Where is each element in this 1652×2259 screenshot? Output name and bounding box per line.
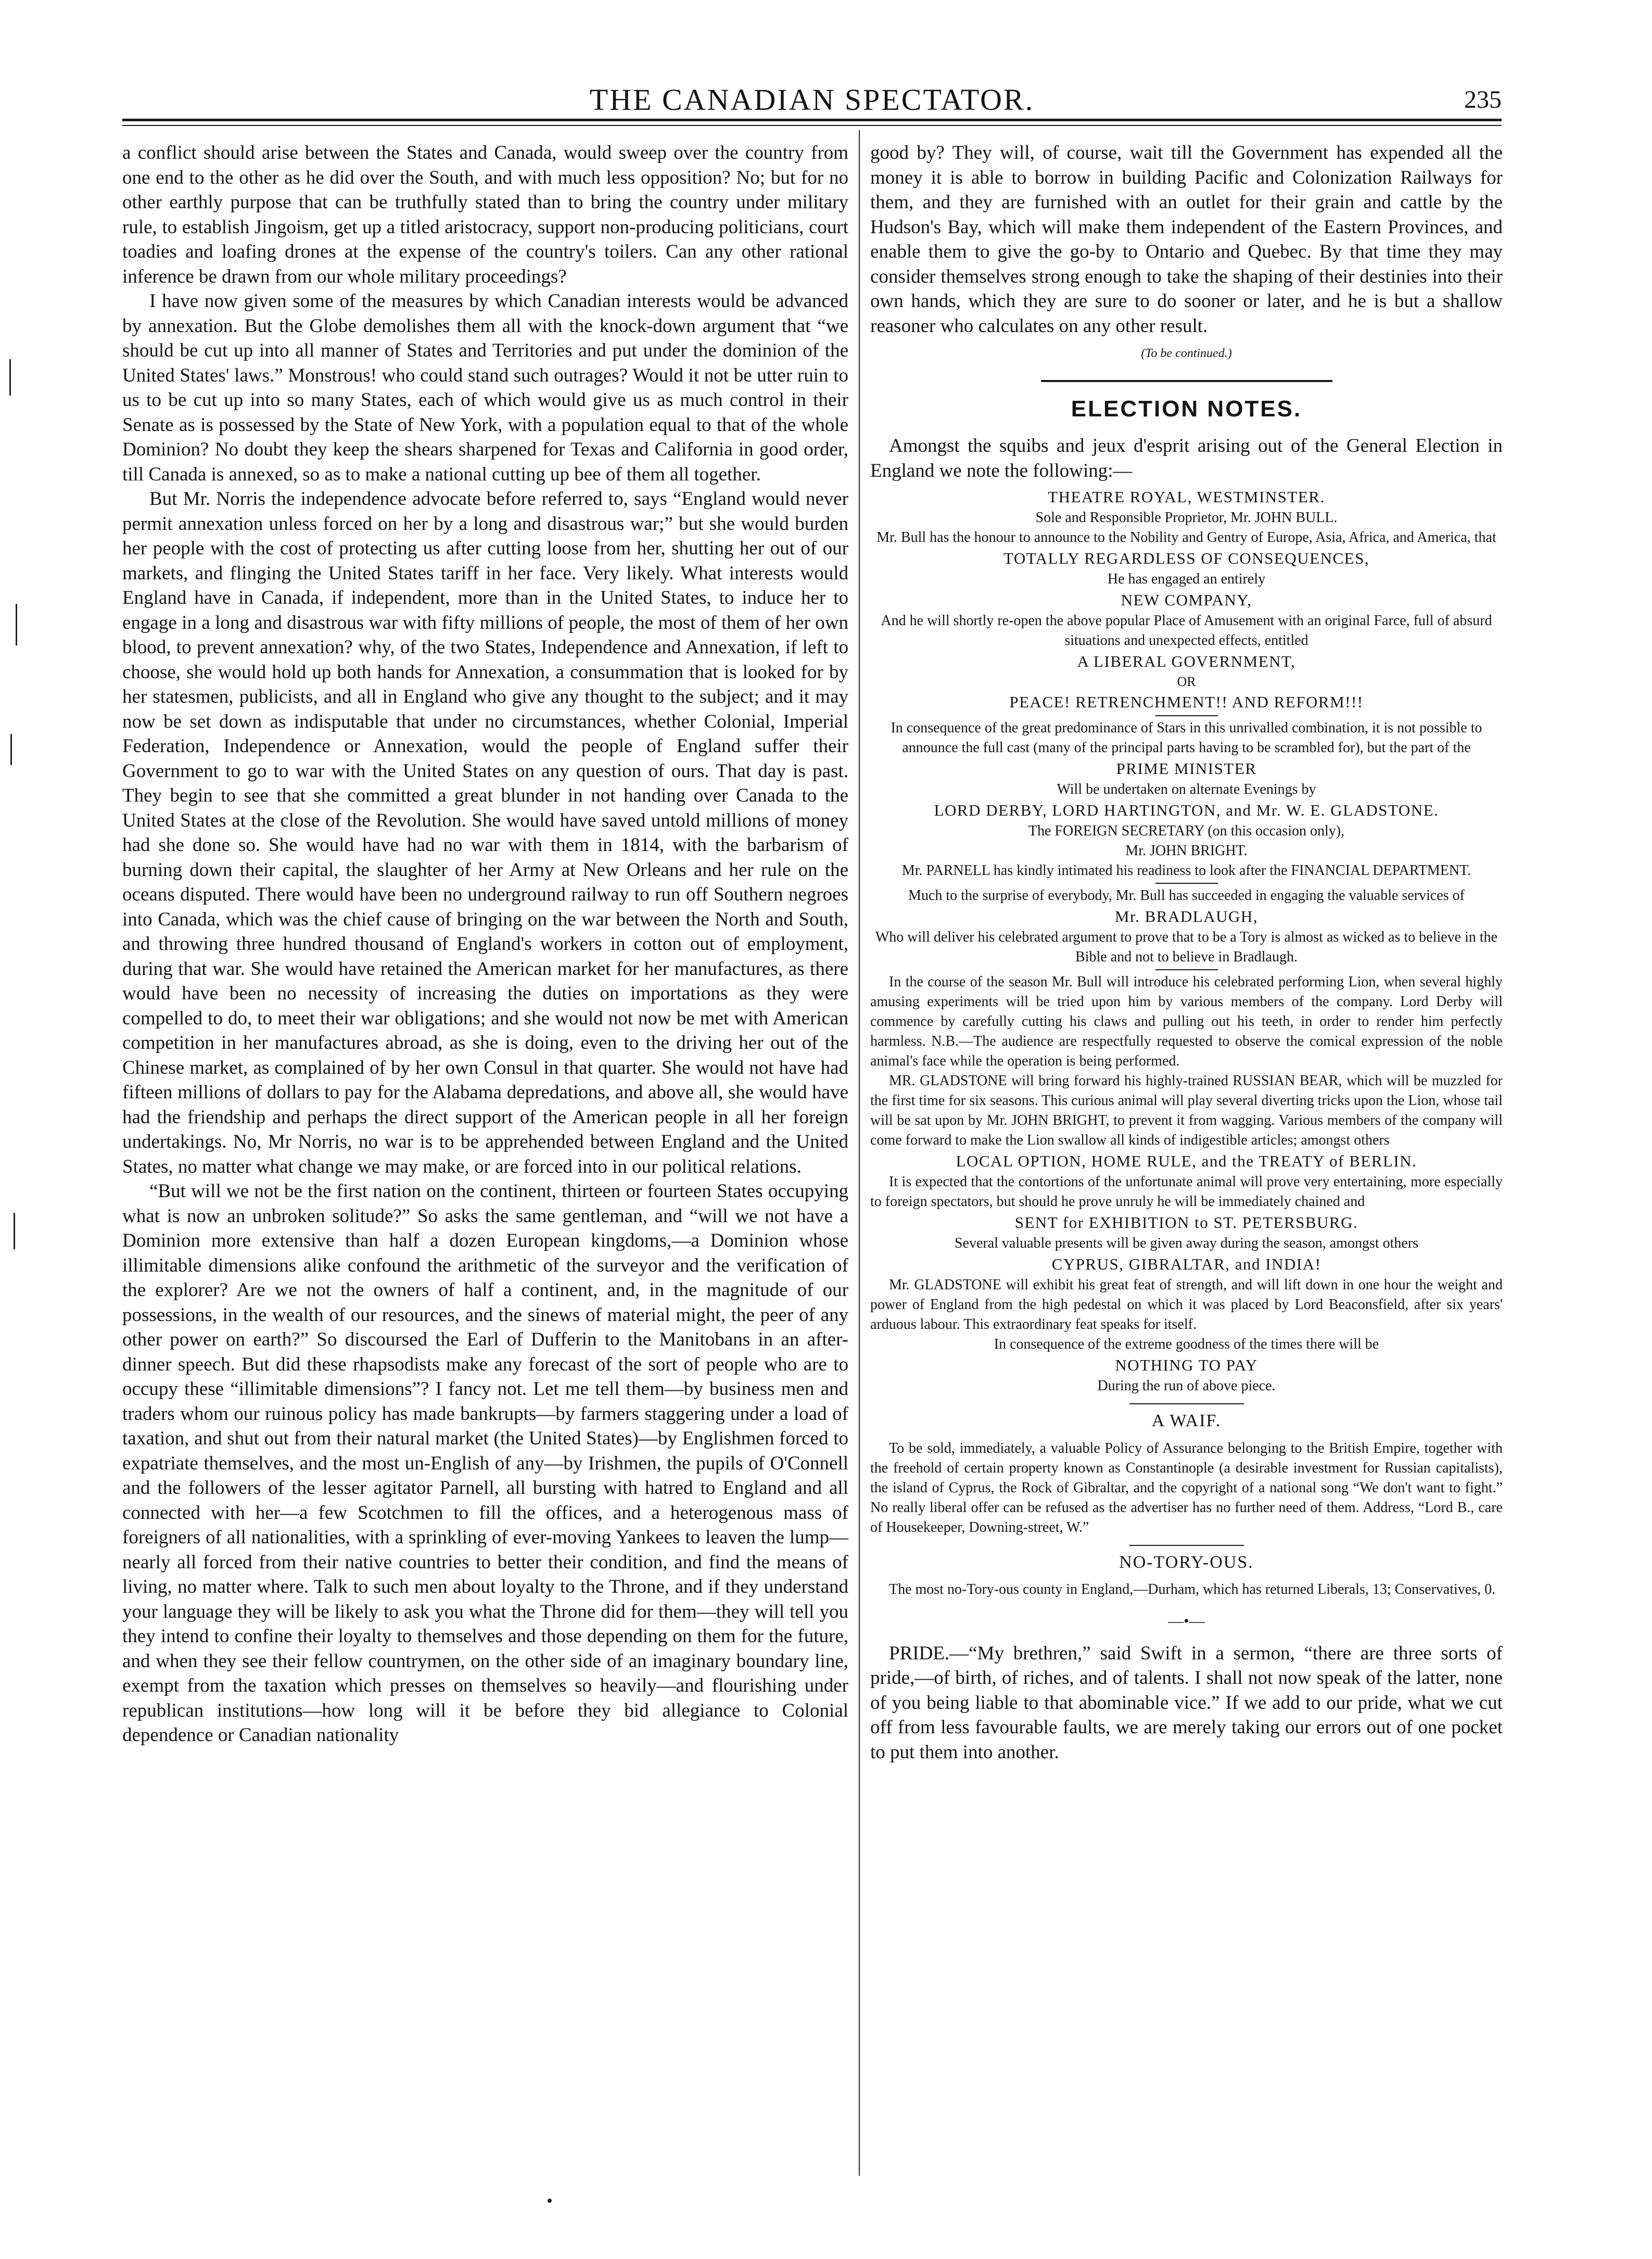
playbill-line: Mr. JOHN BRIGHT. (1125, 843, 1248, 859)
during-line: During the run of above piece. (1097, 1378, 1276, 1394)
expected-paragraph: It is expected that the contortions of the unfortunate animal will prove very entertaining, more especially to foreign spectators, but should he prove unruly he will be immediately chained and (870, 1174, 1503, 1210)
playbill-line: Sole and Responsible Proprietor, Mr. JOHN BULL. (1035, 510, 1338, 526)
playbill-line: Mr. Bull has the honour to announce to the Nobility and Gentry of Europe, Asia, Africa, and America, that (876, 529, 1496, 545)
masthead-rule (122, 119, 1502, 121)
playbill-rule (1155, 883, 1218, 884)
strength-paragraph: Mr. GLADSTONE will exhibit his great feat of strength, and will lift down in one hour the weight and power of England from the high pedestal on which it was placed by Lord Beaconsfield, after six years' arduous labour. This extraordinary feat speaks for itself. (870, 1277, 1503, 1332)
ornament-divider: —•— (1168, 1613, 1205, 1630)
playbill-line: LORD DERBY, LORD HARTINGTON, and Mr. W. E. GLADSTONE. (934, 801, 1439, 819)
playbill-line: The FOREIGN SECRETARY (on this occasion only), (1028, 823, 1345, 839)
margin-mark (14, 1213, 15, 1249)
waif-paragraph: To be sold, immediately, a valuable Policy of Assurance belonging to the British Empire, together with the freehold of certain property known as Constantinople (a desirable investment for Russian capitalists), the island of Cyprus, the Rock of Gibraltar, and the copyright of a national song “We don't want to fight.” No really liberal offer can be refused as the advertiser has no further need of them. Address, “Lord B., care of Housekeeper, Downing-street, W.” (870, 1440, 1503, 1535)
bear-paragraph: MR. GLADSTONE will bring forward his highly-trained RUSSIAN BEAR, which will be muzzled for the first time for six seasons. This curious animal will play several diverting tricks upon the Lion, whose tail will be sat upon by Mr. JOHN BRIGHT, to prevent it from wagging. Various members of the company will come forward to make the Lion swallow all kinds of indigestible articles; amongst others (870, 1073, 1503, 1148)
election-notes-heading: ELECTION NOTES. (1071, 396, 1302, 422)
lion-paragraph: In the course of the season Mr. Bull will introduce his celebrated performing Lion, when several highly amusing experiments will be tried upon him by various members of the company. Lord Derby will commence by carefully cutting his claws and pulling out his teeth, in order to render him perfectly harmless. N.B.—The audience are respectfully requested to observe the comical expression of the noble animal's face while the operation is being performed. (870, 974, 1503, 1069)
publication-title: THE CANADIAN SPECTATOR. (589, 83, 1035, 117)
presents-line: Several valuable presents will be given away during the season, amongst others (954, 1235, 1419, 1251)
no-tory-ous-heading: NO-TORY-OUS. (1119, 1552, 1254, 1572)
playbill-rule (1155, 969, 1218, 970)
playbill-line: NEW COMPANY, (1121, 591, 1252, 609)
playbill-line: OR (1177, 674, 1196, 689)
margin-mark (16, 604, 17, 645)
right-column (870, 141, 1503, 1765)
masthead-rule-thin (122, 125, 1502, 126)
local-option-line: LOCAL OPTION, HOME RULE, and the TREATY of BERLIN. (956, 1152, 1417, 1170)
column-divider (859, 130, 860, 2176)
left-column (122, 141, 848, 1748)
footer-mark: • (547, 2191, 553, 2211)
election-intro: Amongst the squibs and jeux d'esprit arising out of the General Election in England we note the following:— (870, 435, 1503, 481)
playbill-line: Who will deliver his celebrated argument to prove that to be a Tory is almost as wicked as to believe in the Bible and not to believe in Bradlaugh. (875, 929, 1498, 965)
article-continuation: good by? They will, of course, wait till the Government has expended all the money it is able to borrow in building Pacific and Colonization Railways for them, and they are furnished with an outlet for their grain and cattle by the Hudson's Bay, which will make them independent of the Eastern Provinces, and enable them to give the go-by to Ontario and Quebec. By that time they may consider themselves strong enough to take the shaping of their destinies into their own hands, which they are sure to do sooner or later, and he is but a shallow reasoner who calculates on any other result. (870, 142, 1503, 337)
playbill-line: Will be undertaken on alternate Evenings by (1057, 781, 1316, 797)
pride-paragraph: PRIDE.—“My brethren,” said Swift in a sermon, “there are three sorts of pride,—of birth, of riches, and of talents. I shall not now speak of the latter, none of you being liable to that abominable vice.” If we add to our pride, what we cut off from less favourable faults, we are merely taking our errors out of one pocket to put them into another. (870, 1642, 1503, 1763)
playbill-line: TOTALLY REGARDLESS OF CONSEQUENCES, (1003, 549, 1370, 567)
playbill-line: He has engaged an entirely (1107, 571, 1266, 587)
playbill-line: A LIBERAL GOVERNMENT, (1077, 652, 1296, 670)
article-paragraph: a conflict should arise between the States and Canada, would sweep over the country from one end to the other as he did over the South, and with much less opposition? No; but for no other earthly purpose that can be truthfully stated than to bring the country under military rule, to establish Jingoism, get up a titled aristocracy, support non-producing politicians, court toadies and loafing drones at the expense of the country's toilers. Can any other rational inference be drawn from our whole military proceedings? (122, 142, 848, 287)
article-paragraph: “But will we not be the first nation on the continent, thirteen or fourteen States occupying what is now an unbroken solitude?” So asks the same gentleman, and “will we not have a Dominion more extensive than half a dozen European kingdoms,—a Dominion whose illimitable dimensions alike confound the arithmetic of the surveyor and the verification of the explorer? Are we not the owners of half a continent, and, in the magnitude of our possessions, in the wealth of our resources, and the sinews of material might, the peer of any other power on earth?” So discoursed the Earl of Dufferin to the Manitobans in an after-dinner speech. But did these rhapsodists make any forecast of the sort of people who are to occupy these “illimitable dimensions”? I fancy not. Let me tell them—by business men and traders whom our ruinous policy has made bankrupts—by farmers staggering under a load of taxation, and shut out from their natural market (the United States)—by Englishmen forced to expatriate themselves, and the most un-English of any—by Irishmen, the pupils of O'Connell and the followers of the lesser agitator Parnell, all bursting with hatred to England and all connected with her—a few Scotchmen to fill the offices, and a heterogenous mass of foreigners of all nationalities, with a sprinkling of ever-moving Yankees to leaven the lump—nearly all forced from their native countries to better their condition, and find the means of living, no matter where. Talk to such men about loyalty to the Throne, and if they understand your language they will be likely to ask you what the Throne did for them—they will tell you they intend to confine their loyalty to themselves and those depending on them for the future, and when they see their fellow countrymen, on the other side of an imaginary boundary line, exempt from the taxation which presses on themselves so heavily—and flourishing under republican institutions—how long will it be before they bid allegiance to Colonial dependence or Canadian nationality (122, 1181, 848, 1746)
margin-mark (10, 734, 12, 765)
article-paragraph: I have now given some of the measures by which Canadian interests would be advanced by annexation. But the Globe demolishes them all with the knock-down argument that “we should be cut up into all manner of States and Territories and put under the dominion of the United States' laws.” Monstrous! who could stand such outrages? Would it not be utter ruin to us to be cut up into so many States, each of which would give us as much control in their Senate as is possessed by the State of New York, with a population equal to that of the whole Dominion? No doubt they keep the shears sharpened for Texas and California in good order, till Canada is annexed, so as to make a national cutting up bee of them all together. (122, 290, 848, 485)
playbill-line: In consequence of the great predominance of Stars in this unrivalled combination, it is not possible to announce the full cast (many of the principal parts having to be scrambled for), but the part of the (891, 720, 1482, 756)
election-notes (870, 434, 1503, 1765)
playbill-line: THEATRE ROYAL, WESTMINSTER. (1048, 488, 1325, 506)
divider (1129, 1403, 1244, 1404)
sent-line: SENT for EXHIBITION to ST. PETERSBURG. (1014, 1213, 1358, 1232)
playbill-line: PEACE! RETRENCHMENT!! AND REFORM!!! (1009, 693, 1364, 711)
waif-heading: A WAIF. (1151, 1411, 1222, 1430)
playbill-line: Mr. BRADLAUGH, (1114, 907, 1259, 925)
playbill-line: PRIME MINISTER (1116, 759, 1257, 778)
page-number: 235 (1464, 86, 1502, 113)
playbill-rule (1155, 715, 1218, 716)
margin-mark (9, 359, 11, 396)
no-tory-ous-paragraph: The most no-Tory-ous county in England,—Durham, which has returned Liberals, 13; Conservatives, 0. (889, 1581, 1496, 1597)
playbill (870, 486, 1503, 970)
goodness-line: In consequence of the extreme goodness of the times there will be (994, 1336, 1379, 1352)
masthead (122, 78, 1502, 125)
section-rule (1041, 380, 1332, 382)
article-paragraph: But Mr. Norris the independence advocate before referred to, says “England would never permit annexation unless forced on her by a long and disastrous war;” but she would burden her people with the cost of protecting us after cutting loose from her, shutting her out of our markets, and flinging the United States tariff in her face. Very likely. What interests would England have in Canada, if independent, more than in the United States, to induce her to engage in a long and disastrous war with fifty millions of people, the most of them of her own blood, to prevent annexation? why, of the two States, Independence and Annexation, if left to choose, she would hold up both hands for Annexation, a consummation that is looked for by her statesmen, publicists, and all in England who give any thought to the subject; and it may now be set down as indisputable that under no circumstances, whether Colonial, Imperial Federation, Independence or Annexation, would the people of England suffer their Government to go to war with the United States on any question of ours. That day is past. They begin to see that she committed a great blunder in not handing over Canada to the United States at the close of the Revolution. She would have saved untold millions of money had she done so. She would have had no war with them in 1814, with the barbarism of burning down their capital, the slaughter of her Army at New Orleans and her rule on the oceans disputed. There would have been no underground railway to run off Southern negroes into Canada, which was the chief cause of bringing on the war between the North and South, and throwing three hundred thousand of England's workers in cotton out of employment, during that war. She would have retained the American market for her manufactures, as there would have been no necessity of increasing the duties on importations as they were compelled to do, to meet their war obligations; and she would not now be met with American competition in her manufactures abroad, as she is doing, even to the driving her out of the Chinese market, as complained of by her own Consul in that quarter. She would not have had fifteen millions of dollars to pay for the Alabama depredations, and above all, she would have had the friendship and perhaps the direct support of the American people in all her foreign undertakings. No, Mr Norris, no war is to be apprehended between England and the United States, no matter what change we may make, or are forced into in our political relations. (122, 488, 848, 1177)
divider (1129, 1545, 1244, 1546)
playbill-line: Mr. PARNELL has kindly intimated his readiness to look after the FINANCIAL DEPARTMENT. (901, 862, 1471, 879)
to-be-continued: (To be continued.) (1141, 347, 1232, 360)
playbill-line: Much to the surprise of everybody, Mr. Bull has succeeded in engaging the valuable services of (908, 887, 1465, 904)
cyprus-line: CYPRUS, GIBRALTAR, and INDIA! (1051, 1255, 1321, 1273)
playbill-line: And he will shortly re-open the above popular Place of Amusement with an original Farce, full of absurd situations and unexpected effects, entitled (881, 613, 1492, 649)
nothing-to-pay: NOTHING TO PAY (1115, 1356, 1258, 1374)
